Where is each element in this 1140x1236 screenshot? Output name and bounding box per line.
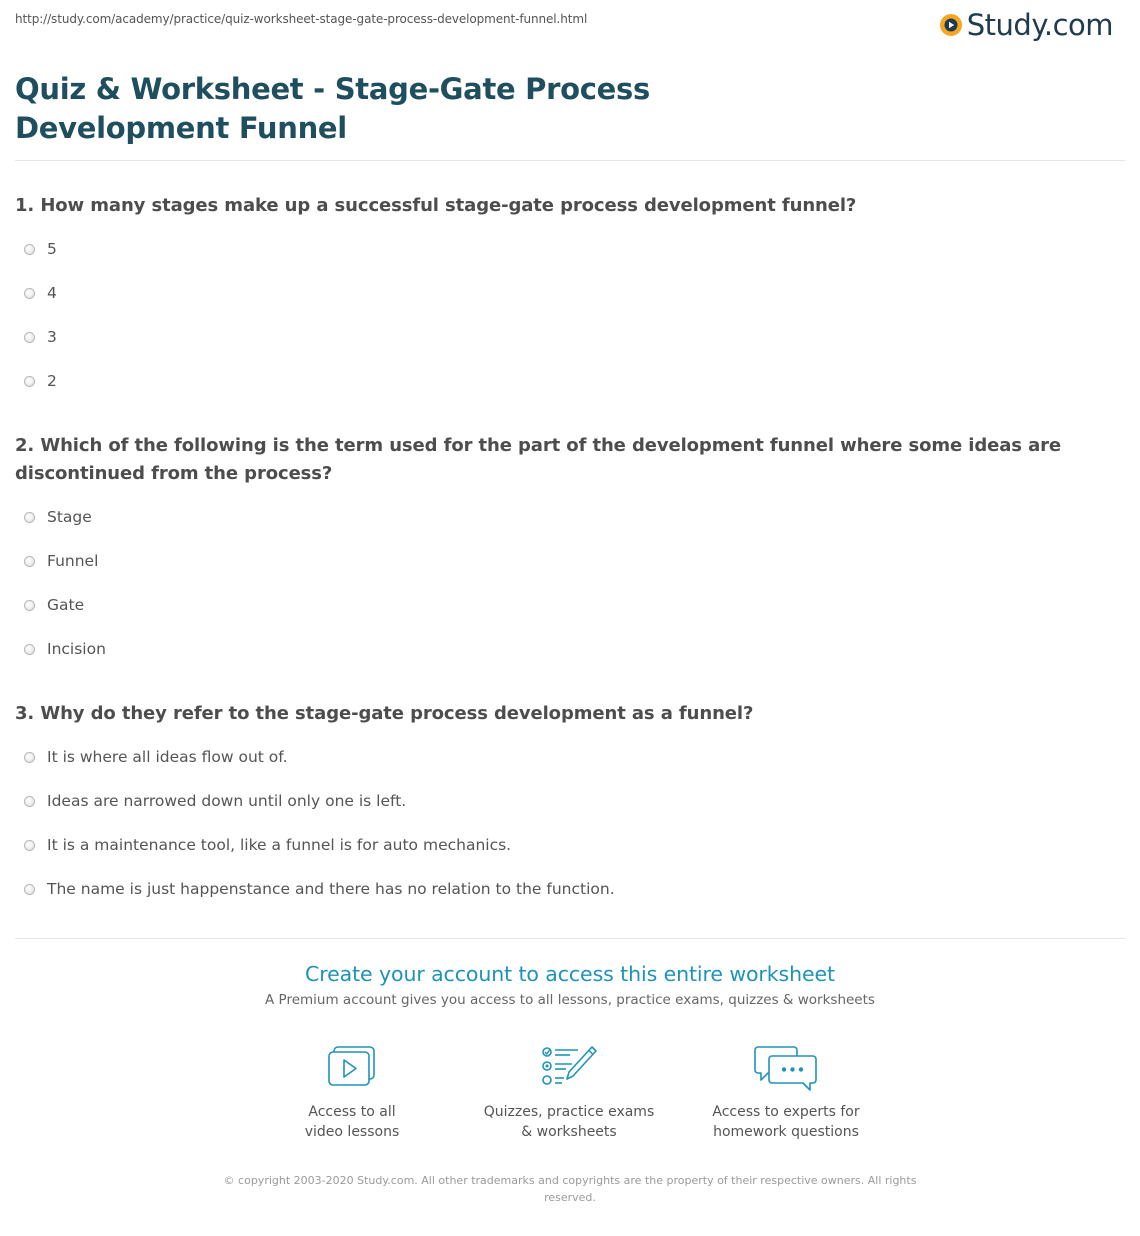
page-title: Quiz & Worksheet - Stage-Gate Process Development Funnel	[15, 72, 650, 145]
radio-button[interactable]	[24, 840, 35, 851]
question-2	[15, 432, 1125, 671]
radio-button[interactable]	[24, 796, 35, 807]
cta-title-link[interactable]: Create your account to access this entire worksheet	[305, 962, 835, 986]
answer-option[interactable]	[15, 271, 1125, 315]
feature-quizzes	[469, 1044, 669, 1142]
answer-options	[15, 227, 1125, 403]
radio-button[interactable]	[24, 556, 35, 567]
option-label: 2	[47, 372, 57, 390]
question-text: 2. Which of the following is the term used for the part of the development funnel where some ideas are discontinued from the process?	[15, 435, 1062, 484]
chat-experts-icon	[754, 1044, 818, 1092]
feature-label: Access to all video lessons	[304, 1104, 400, 1140]
radio-button[interactable]	[24, 376, 35, 387]
answer-option[interactable]	[15, 867, 1125, 911]
answer-option[interactable]	[15, 627, 1125, 671]
answer-option[interactable]	[15, 823, 1125, 867]
question-text: 3. Why do they refer to the stage-gate process development as a funnel?	[15, 703, 754, 724]
radio-button[interactable]	[24, 600, 35, 611]
option-label: It is where all ideas flow out of.	[47, 748, 288, 766]
question-text: 1. How many stages make up a successful stage-gate process development funnel?	[15, 195, 857, 216]
section-divider	[15, 938, 1125, 939]
study-logo[interactable]	[939, 8, 1113, 42]
radio-button[interactable]	[24, 288, 35, 299]
feature-video-lessons	[252, 1044, 452, 1142]
answer-option[interactable]	[15, 315, 1125, 359]
page-url: http://study.com/academy/practice/quiz-worksheet-stage-gate-process-development-funnel.html	[15, 12, 588, 26]
logo-text: Study.com	[966, 8, 1113, 42]
question-3	[15, 700, 1125, 911]
video-lessons-icon	[326, 1044, 378, 1088]
radio-button[interactable]	[24, 332, 35, 343]
option-label: Stage	[47, 508, 92, 526]
answer-option[interactable]	[15, 583, 1125, 627]
answer-option[interactable]	[15, 539, 1125, 583]
question-1	[15, 192, 1125, 403]
premium-cta	[0, 962, 1140, 1008]
radio-button[interactable]	[24, 244, 35, 255]
answer-options	[15, 735, 1125, 911]
quiz-checklist-icon	[540, 1044, 598, 1088]
option-label: 5	[47, 240, 57, 258]
answer-option[interactable]	[15, 779, 1125, 823]
option-label: 4	[47, 284, 57, 302]
answer-option[interactable]	[15, 495, 1125, 539]
title-divider	[15, 160, 1125, 161]
play-logo-icon	[939, 13, 963, 37]
top-bar	[15, 0, 1125, 50]
option-label: It is a maintenance tool, like a funnel is for auto mechanics.	[47, 836, 512, 854]
radio-button[interactable]	[24, 512, 35, 523]
option-label: Funnel	[47, 552, 99, 570]
option-label: 3	[47, 328, 57, 346]
option-label: Gate	[47, 596, 85, 614]
feature-experts	[686, 1044, 886, 1142]
answer-options	[15, 495, 1125, 671]
answer-option[interactable]	[15, 359, 1125, 403]
answer-option[interactable]	[15, 227, 1125, 271]
option-label: Ideas are narrowed down until only one is left.	[47, 792, 407, 810]
feature-label: Access to experts for homework questions	[712, 1104, 860, 1140]
feature-label: Quizzes, practice exams & worksheets	[483, 1104, 655, 1140]
radio-button[interactable]	[24, 752, 35, 763]
answer-option[interactable]	[15, 735, 1125, 779]
option-label: The name is just happenstance and there has no relation to the function.	[47, 880, 615, 898]
cta-subtitle: A Premium account gives you access to all lessons, practice exams, quizzes & worksheets	[265, 992, 875, 1008]
copyright-notice: © copyright 2003-2020 Study.com. All other trademarks and copyrights are the property of their respective owners. All rights reserved.	[223, 1174, 917, 1204]
radio-button[interactable]	[24, 644, 35, 655]
option-label: Incision	[47, 640, 106, 658]
radio-button[interactable]	[24, 884, 35, 895]
